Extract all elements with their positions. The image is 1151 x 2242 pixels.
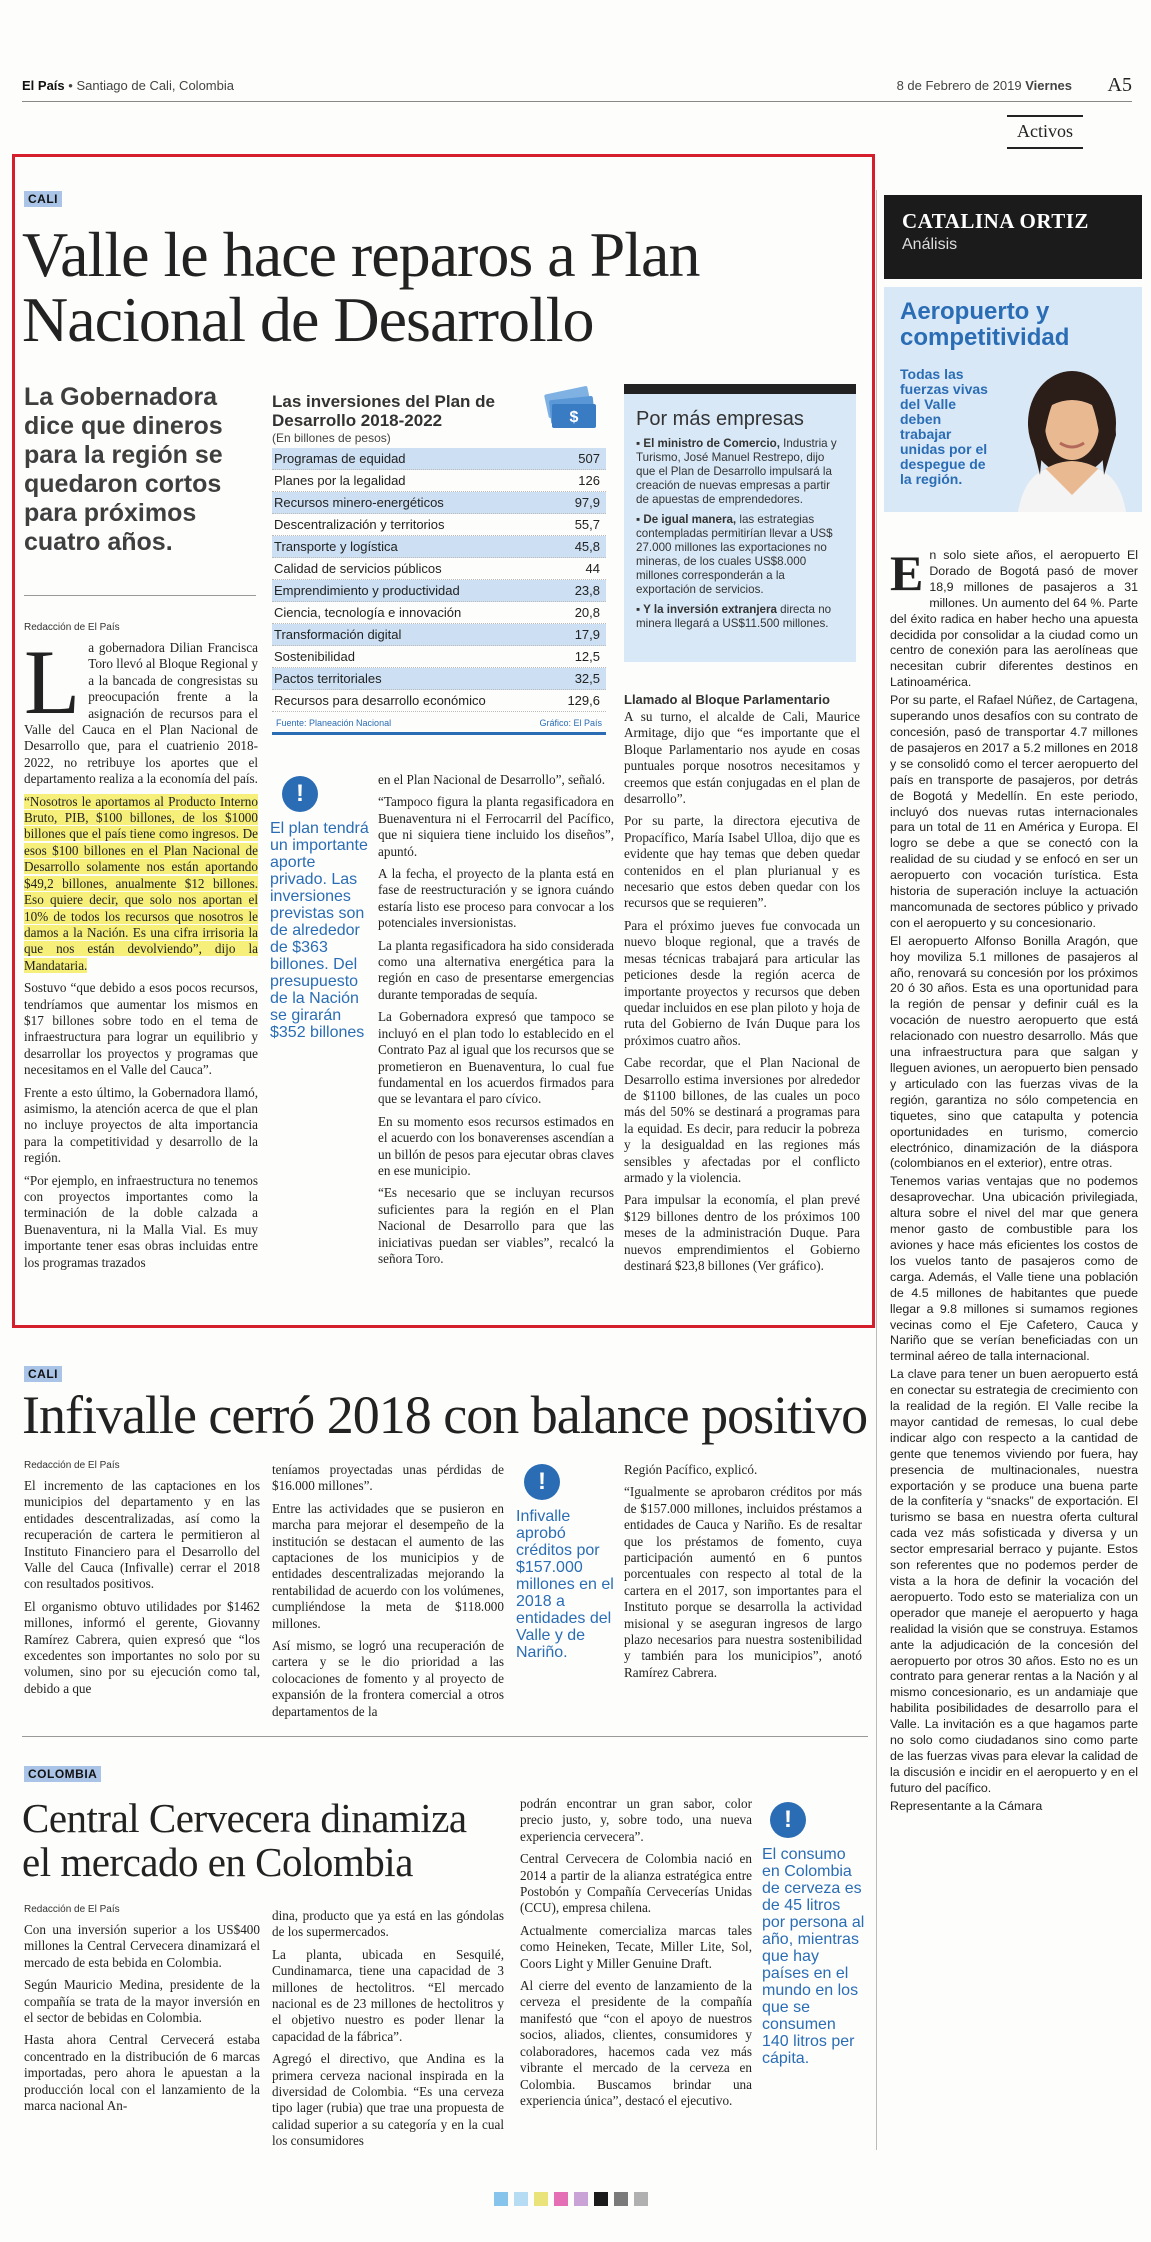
article-column-3: [520, 1796, 752, 2115]
table-row: [272, 492, 606, 514]
row-value: 129,6: [567, 693, 600, 708]
paragraph: Al cierre del evento de lanzamiento de la cerveza el presidente de la compañía manifestó que “con el apoyo de nuestros socios, aliados, clientes, consumidores y colaboradores, hacemos cada vez más vibrante el mercado de la cerveza en Colombia. Buscamos brindar una experiencia única”, destacó el ejecutivo.: [520, 1978, 752, 2108]
paragraph: Cabe recordar, que el Plan Nacional de Desarrollo estima inversiones por alrededor de $1100 billones, de las cuales un poco más del 50% se destinará a programas para la equidad. Es decir, para reducir la pobreza y la desigualdad en las regiones más sensibles y afectadas por el conflicto armado y la violencia.: [624, 1055, 860, 1185]
table-row: [272, 514, 606, 536]
table-row: [272, 602, 606, 624]
info-box: [624, 384, 856, 662]
paragraph: “Tampoco figura la planta regasificadora en Buenaventura ni el Ferrocarril del Pacífico, que ni siquiera tiene incluido los diseños”, apuntó.: [378, 794, 614, 859]
row-value: 12,5: [574, 649, 600, 664]
article-column-3: [378, 772, 614, 1273]
table-body: [272, 448, 606, 712]
row-label: Sostenibilidad: [274, 649, 355, 664]
section-label: Activos: [1007, 115, 1083, 149]
table-header: [272, 392, 606, 448]
paragraph: Por su parte, la directora ejecutiva de Propacífico, María Isabel Ulloa, dijo que es evidente que hay temas que deben quedar contenidos en el plan plurianual y es necesario que estos deben quedar con los recursos que se requieren”.: [624, 813, 860, 911]
headline: Central Cervecera dinamiza el mercado en Colombia: [22, 1795, 467, 1885]
paragraph: En su momento esos recursos estimados en el acuerdo con los bonaverenses ascendían a un billón de pesos para ejecutar obras claves en ese municipio.: [378, 1113, 614, 1178]
exclamation-icon: !: [524, 1464, 560, 1500]
row-value: 507: [578, 451, 600, 466]
paragraph: dina, producto que ya está en las góndolas de los supermercados.: [272, 1908, 504, 1940]
headline: Infivalle cerró 2018 con balance positivo: [22, 1385, 868, 1445]
row-label: Transporte y logística: [274, 539, 398, 554]
row-value: 44: [585, 561, 600, 576]
investment-table: [272, 392, 606, 735]
article-column-4: [624, 1462, 862, 1687]
highlighted-quote: [24, 794, 258, 974]
paragraph: Frente a esto último, la Gobernadora llamó, asimismo, la atención acerca de que el plan no incluye proyectos de alta importancia para la competitividad y desarrollo de la región.: [24, 1084, 258, 1166]
article-divider: [22, 1736, 868, 1737]
article-column-2: [272, 1908, 504, 2156]
pull-quote: El plan tendrá un importante aporte privado. Las inversiones previstas son de alrededor de $363 billones. Del presupuesto de la Nación se girarán $352 billones: [270, 820, 369, 1041]
row-label: Ciencia, tecnología e innovación: [274, 605, 462, 620]
color-swatch: [634, 2192, 648, 2206]
svg-text:$: $: [569, 409, 579, 426]
row-label: Programas de equidad: [274, 451, 406, 466]
author-block: [884, 195, 1142, 279]
row-value: 55,7: [574, 517, 600, 532]
header-date: [897, 78, 1072, 93]
article-column-1: [24, 1922, 260, 2120]
table-title: Las inversiones del Plan de Desarrollo 2018-2022: [272, 392, 495, 430]
paragraph: El incremento de las captaciones en los municipios del departamento y en las entidades descentralizadas, así como la recuperación de cartera le permitieron al Instituto Financiero para el Desarrollo del Valle del Cauca (Infivalle) cerrar el 2018 con resultados positivos.: [24, 1478, 260, 1592]
paragraph: “Igualmente se aprobaron créditos por más de $157.000 millones, incluidos préstamos a entidades de Cauca y Nariño. Es de resaltar que los préstamos de fomento, cuya participación aumentó en 6 puntos porcentuales con respecto al total de la cartera en el 2017, son importantes para el Instituto porque se desarrolla la actividad misional y se aseguran ingresos de largo plazo necesarios para nuestra sostenibilidad y también para los municipios”, anotó Ramírez Cabrera.: [624, 1484, 862, 1680]
paragraph: A su turno, el alcalde de Cali, Maurice Armitage, dijo que “es importante que el Bloque Parlamentario nos ayude en cosas puntuales porque nosotros necesitamos y creemos que están conjugadas en el plan de desarrollo”.: [624, 709, 860, 807]
paragraph: Tenemos varias ventajas que no podemos desaprovechar. Una ubicación privilegiada, altura sobre el nivel del mar que genera menor gasto de combustible para los aviones y hace más eficientes los costos de los vuelos tanto de pasajeros como de carga. Además, el Valle tiene una población de 4.5 millones de habitantes que puede llegar a 9.8 millones si sumamos regiones vecinas como el Eje Cafetero, Cauca y Nariño que se verían beneficiadas con un terminal aéreo de talla internacional.: [890, 1174, 1138, 1364]
paragraph: Hasta ahora Central Cervecerá estaba concentrado en la distribución de 6 marcas importadas, pero ahora le apuestan a la producción local con el lanzamiento de la marca nacional An-: [24, 2032, 260, 2114]
box-body: ▪ El ministro de Comercio, Industria y Turismo, José Manuel Restrepo, dijo que el Plan de Desarrollo impulsará la creación de nuevas empresas a partir de apuestas de emprendedores. ▪ De igual manera, las estrategias contempladas permitirían llevar a US$ 27.000 millones las exportaciones no mineras, de los cuales US$8.000 millones corresponderán a la exportación de servicios. ▪ Y la inversión extranjera directa no minera llegará a US$11.500 millones.: [636, 437, 837, 630]
paragraph: La planta regasificadora ha sido considerada como una alternativa energética para la región en caso de presentarse emergencias durante temporadas de sequía.: [378, 937, 614, 1002]
paragraph: A la fecha, el proyecto de la planta está en fase de reestructuración y se ignora cuándo estaría listo ese proceso para convocar a los potenciales inversionistas.: [378, 866, 614, 931]
paragraph: Entre las actividades que se pusieron en marcha para mejorar el desempeño de la institución se destacan el aumento de las captaciones de los municipios y de entidades descentralizadas mejorando la rentabilidad de acuerdo con los volúmenes, cumpliéndose la meta de $118.000 millones.: [272, 1500, 504, 1631]
row-label: Descentralización y territorios: [274, 517, 445, 532]
paragraph: en el Plan Nacional de Desarrollo”, señaló.: [378, 772, 606, 787]
paragraph: Sostuvo “que debido a esos pocos recursos, tendríamos que aumentar los mismos en $17 billones sobre todo en el tema de infraestructura para lograr un equilibrio y desarrollar los proyectos y programas que necesitamos en el Valle del Cauca”.: [24, 980, 258, 1078]
row-value: 45,8: [574, 539, 600, 554]
paragraph: Central Cervecera de Colombia nació en 2014 a partir de la alianza estratégica entre Postobón y Compañía Cervecerías Unidas (CCU), empresa chilena.: [520, 1851, 752, 1916]
paragraph: Actualmente comercializa marcas tales como Heineken, Tecate, Miller Lite, Sol, Coors Light y Miller Genuine Draft.: [520, 1922, 752, 1971]
row-label: Pactos territoriales: [274, 671, 382, 686]
box-title: Por más empresas: [636, 408, 804, 430]
table-row: [272, 668, 606, 690]
bullet-lead: El ministro de Comercio,: [643, 437, 780, 450]
color-swatch: [594, 2192, 608, 2206]
paragraph: Para impulsar la economía, el plan prevé $129 billones dentro de los próximos 100 meses de la administración Duque. Para nuevos emprendimientos el Gobierno destinará $23,8 billones (Ver gráfico).: [624, 1192, 860, 1273]
row-value: 17,9: [574, 627, 600, 642]
divider: [24, 595, 256, 596]
row-label: Calidad de servicios públicos: [274, 561, 442, 576]
header-separator: •: [68, 78, 77, 93]
bullet-lead: Y la inversión extranjera: [643, 603, 777, 616]
dropcap: E: [890, 545, 924, 601]
table-footer: [272, 712, 606, 735]
table-row: [272, 646, 606, 668]
color-swatch: [514, 2192, 528, 2206]
author-label: Análisis: [902, 236, 958, 253]
article-column-1: [24, 1478, 260, 1703]
paragraph: La clave para tener un buen aeropuerto está en conectar su estrategia de crecimiento con la realidad de la región. El Valle recibe la mayor cantidad de remesas, lo cual debe indicar algo con respecto a la cantidad de gente que tenemos viviendo por fuera, hay presencia de multinacionales, nuestra exportación y se produce una buena parte de la confitería y “snacks” de exportación. El turismo se basa en nuestra oferta cultural cada vez más sofisticada y diversa y un sector empresarial berraco y pujante. Estos son referentes que no podemos perder de vista a la hora de definir la vocación del aeropuerto. Todo esto se materializa con un operador que maneje el aeropuerto y haga realidad la visión que se construya. Estamos ante la adjudicación de la concesión del aeropuerto por otros 30 años. Esto no es un contrato para generar rentas a la Nación y al mismo concesionario, es un andamiaje que habilita posibilidades de desarrollo para el Valle. La invitación es a que hagamos parte no solo como ciudadanos sino como parte de las fuerzas vivas para elevar la calidad de la discusión e incidir en el aeropuerto y en el futuro del pacífico.: [890, 1367, 1138, 1795]
kicker-cali: CALI: [24, 191, 62, 207]
paragraph: Representante a la Cámara: [890, 1798, 1043, 1813]
bullet-lead: De igual manera,: [643, 513, 737, 526]
table-row: [272, 558, 606, 580]
table-row: [272, 536, 606, 558]
byline: Redacción de El País: [24, 622, 120, 633]
paragraph: Por su parte, el Rafael Núñez, de Cartagena, superando unos desafíos con su contrato de concesión, pasó de transportar 4.7 millones de pasajeros en 2017 a 5.2 millones en 2018 y se consolidó como el tercer aeropuerto del país en transporte de pasajeros, por detrás de Bogotá y Medellín. En este periodo, incluyó dos nuevas rutas internacionales para un total de 11 en América y Europa. El logro se debe a que se conectó con la realidad de su ciudad y se enfocó en ser un aeropuerto con vocación turística. Esta historia de superación incluye la actuación mancomunada de sectores público y privado con el aeropuerto y su concesionario.: [890, 693, 1138, 930]
table-row: [272, 690, 606, 712]
paragraph: “Por ejemplo, en infraestructura no tenemos con proyectos importantes como la terminación de la doble calzada a Buenaventura, ni la Malla Vial. Es muy importante tener esas obras incluidas entre los programas trazados: [24, 1172, 258, 1270]
portrait-photo: [1000, 365, 1138, 512]
row-value: 20,8: [574, 605, 600, 620]
paragraph: “Es necesario que se incluyan recursos suficientes para la región en el Plan Nacional de Desarrollo para que las iniciativas puedan ser viables”, recalcó la señora Toro.: [378, 1185, 614, 1266]
row-value: 32,5: [574, 671, 600, 686]
table-row: [272, 580, 606, 602]
money-icon: [540, 386, 600, 430]
author-name: CATALINA ORTIZ: [902, 209, 1089, 233]
header-rule: [22, 101, 1132, 102]
exclamation-icon: !: [770, 1802, 806, 1838]
pull-quote: El consumo en Colombia de cerveza es de 45 litros por persona al año, mientras que hay países en el mundo en los que se consumen 140 litros per cápita.: [762, 1846, 865, 2067]
color-swatch: [614, 2192, 628, 2206]
row-value: 97,9: [574, 495, 600, 510]
table-subtitle: (En billones de pesos): [272, 431, 391, 445]
dropcap: L: [24, 631, 81, 733]
paragraph: Agregó el directivo, que Andina es la primera cerveza nacional inspirada en la diversidad de Colombia. “Es una cerveza tipo lager (rubia) que trae una propuesta de calidad superior a su categoría y en la cual los consumidores: [272, 2051, 504, 2149]
row-value: 126: [578, 473, 600, 488]
kicker-colombia: COLOMBIA: [24, 1766, 101, 1782]
row-label: Recursos minero-energéticos: [274, 495, 444, 510]
table-row: [272, 448, 606, 470]
header-location: Santiago de Cali, Colombia: [76, 78, 234, 93]
row-value: 23,8: [574, 583, 600, 598]
column-rule: [876, 190, 877, 2150]
article-column-1: [24, 631, 258, 1277]
paragraph: podrán encontrar un gran sabor, color precio justo, y, sobre todo, una nueva experiencia cervecera”.: [520, 1796, 752, 1844]
print-color-bar: [494, 2192, 648, 2206]
subheadline: La Gobernadora dice que dineros para la región se quedaron cortos para próximos cuatro años.: [24, 383, 223, 556]
headline: Valle le hace reparos a Plan Nacional de Desarrollo: [22, 219, 700, 356]
subhead: Llamado al Bloque Parlamentario: [624, 692, 830, 707]
paragraph: El organismo obtuvo utilidades por $1462 millones, informó el gerente, Giovanny Ramírez Cabrera, quien expresó que “los excedentes son importantes no solo por su volumen, sino por su ejecución como tal, debido a que: [24, 1598, 260, 1696]
column-callout: Todas las fuerzas vivas del Valle deben trabajar unidas por el despegue de la región.: [900, 366, 988, 487]
article-column-4: [624, 692, 860, 1280]
table-row: [272, 470, 606, 492]
byline: Redacción de El País: [24, 1904, 120, 1915]
table-credit: Gráfico: El País: [539, 718, 602, 728]
paragraph: Según Mauricio Medina, presidente de la compañía se trata de la mayor inversión en el sector de bebidas en Colombia.: [24, 1977, 260, 2026]
color-swatch: [534, 2192, 548, 2206]
exclamation-icon: !: [282, 776, 318, 812]
paragraph: La planta, ubicada en Sesquilé, Cundinamarca, tiene una capacidad de 3 millones de hectolitros. “El mercado nacional es de 23 millones de hectolitros y el objetivo nuestro es poder llenar la capacidad de la fábrica”.: [272, 1946, 504, 2044]
column-body: [890, 545, 1139, 1815]
page-number: A5: [1107, 74, 1132, 96]
bullet-text: las estrategias contempladas permitirían llevar a US$ 27.000 millones las exportaciones no mineras, de los cuales US$8.000 millones corresponderán a la exportación de servicios.: [636, 513, 833, 596]
paragraph: La Gobernadora expresó que tampoco se incluyó en el plan todo lo establecido en el Contrato Paz al igual que los recursos que se prometieron en Buenaventura, lo cual fue fundamental en los acuerdos firmados para que se levantara el paro cívico.: [378, 1009, 614, 1107]
paragraph: Para el próximo jueves fue convocada un nuevo bloque regional, que a través de mesas técnicas trabajará para articular las peticiones desde la región acerca de importante proyectos y recursos que deben quedar incluidos en ese plan piloto y hoja de ruta del Gobierno de Iván Duque para los próximos cuatro años.: [624, 917, 860, 1048]
paragraph: n solo siete años, el aeropuerto El Dorado de Bogotá pasó de mover 18,9 millones de pasajeros a 31 millones. Un aumento del 64 %. Parte del éxito radica en haber hecho una apuesta decidida por consolidar a la ciudad como un centro de conexión para las aerolíneas que necesitan cubrir diferentes destinos en Latinoamérica.: [890, 548, 1138, 690]
row-label: Recursos para desarrollo económico: [274, 693, 486, 708]
byline: Redacción de El País: [24, 1460, 120, 1471]
box-top-bar: [624, 384, 856, 394]
row-label: Planes por la legalidad: [274, 473, 406, 488]
bullet-text: Industria y Turismo, José Manuel Restrepo, dijo que el Plan de Desarrollo impulsará la creación de nuevas empresas a partir de apuestas de emprendedores.: [636, 437, 837, 506]
color-swatch: [554, 2192, 568, 2206]
column-header: [884, 287, 1142, 512]
page-header: [22, 74, 1132, 100]
paragraph: Con una inversión superior a los US$400 millones la Central Cervecera dinamizará el mercado de esta bebida en Colombia.: [24, 1922, 260, 1970]
quote-text: “Nosotros le aportamos al Producto Interno Bruto, PIB, $100 billones, de los $1000 billones que el país tiene como ingresos. De esos $100 billones en el Plan Nacional de Desarrollo solamente nos están aportando $49,2 billones, anualmente $12 billones. Eso quiere decir, que solo nos aportan el 10% de todos los recursos que nosotros le damos a la Nación. Es una cifra irrisoria la que nos están devolviendo”, dijo la Mandataria.: [24, 793, 258, 973]
paragraph: a gobernadora Dilian Francisca Toro llevó al Bloque Regional y a la bancada de congresistas su preocupación frente a la asignación de recursos para el Valle del Cauca en el Plan Nacional de Desarrollo que, para el cuatrienio 2018-2022, no retribuye los aportes que el departamento realiza a la economía del país.: [24, 640, 258, 787]
column-title: Aeropuerto y competitividad: [900, 298, 1070, 351]
paragraph: El aeropuerto Alfonso Bonilla Aragón, que hoy moviliza 5.1 millones de pasajeros al año, renovará su concesión por los próximos 20 ó 30 años. Esta es una oportunidad para la región de pensar y definir cuál es la vocación de nuestro aeropuerto que está relacionado con nuestro desarrollo. Más que una infraestructura para que salgan y lleguen aviones, un aeropuerto bien pensado y articulado con las fuerzas vivas de la región, garantiza no sólo competencia en tiquetes, sino que catapulta y potencia oportunidades en turismo, comercio electrónico, dinamización de la diáspora (colombianos en el exterior), entre otras.: [890, 933, 1139, 1171]
row-label: Emprendimiento y productividad: [274, 583, 460, 598]
table-source: Fuente: Planeación Nacional: [276, 718, 392, 728]
weekday: Viernes: [1025, 78, 1072, 93]
paragraph: Región Pacífico, explicó.: [624, 1462, 758, 1477]
paragraph: teníamos proyectadas unas pérdidas de $16.000 millones”.: [272, 1462, 504, 1494]
row-label: Transformación digital: [274, 627, 402, 642]
article-column-2: [272, 1462, 504, 1726]
kicker-cali: CALI: [24, 1366, 62, 1382]
bullet-text: directa no minera llegará a US$11.500 millones.: [636, 603, 832, 630]
color-swatch: [574, 2192, 588, 2206]
publication-name: El País: [22, 78, 65, 93]
table-row: [272, 624, 606, 646]
paragraph: Así mismo, se logró una recuperación de cartera y se le dio prioridad a las colocaciones de fomento y al proyecto de expansión de la frontera comercial a otros departamentos de la: [272, 1638, 504, 1719]
date-text: 8 de Febrero de 2019: [896, 78, 1022, 93]
color-swatch: [494, 2192, 508, 2206]
pull-quote: Infivalle aprobó créditos por $157.000 millones en el 2018 a entidades del Valle y de Nariño.: [516, 1508, 614, 1661]
